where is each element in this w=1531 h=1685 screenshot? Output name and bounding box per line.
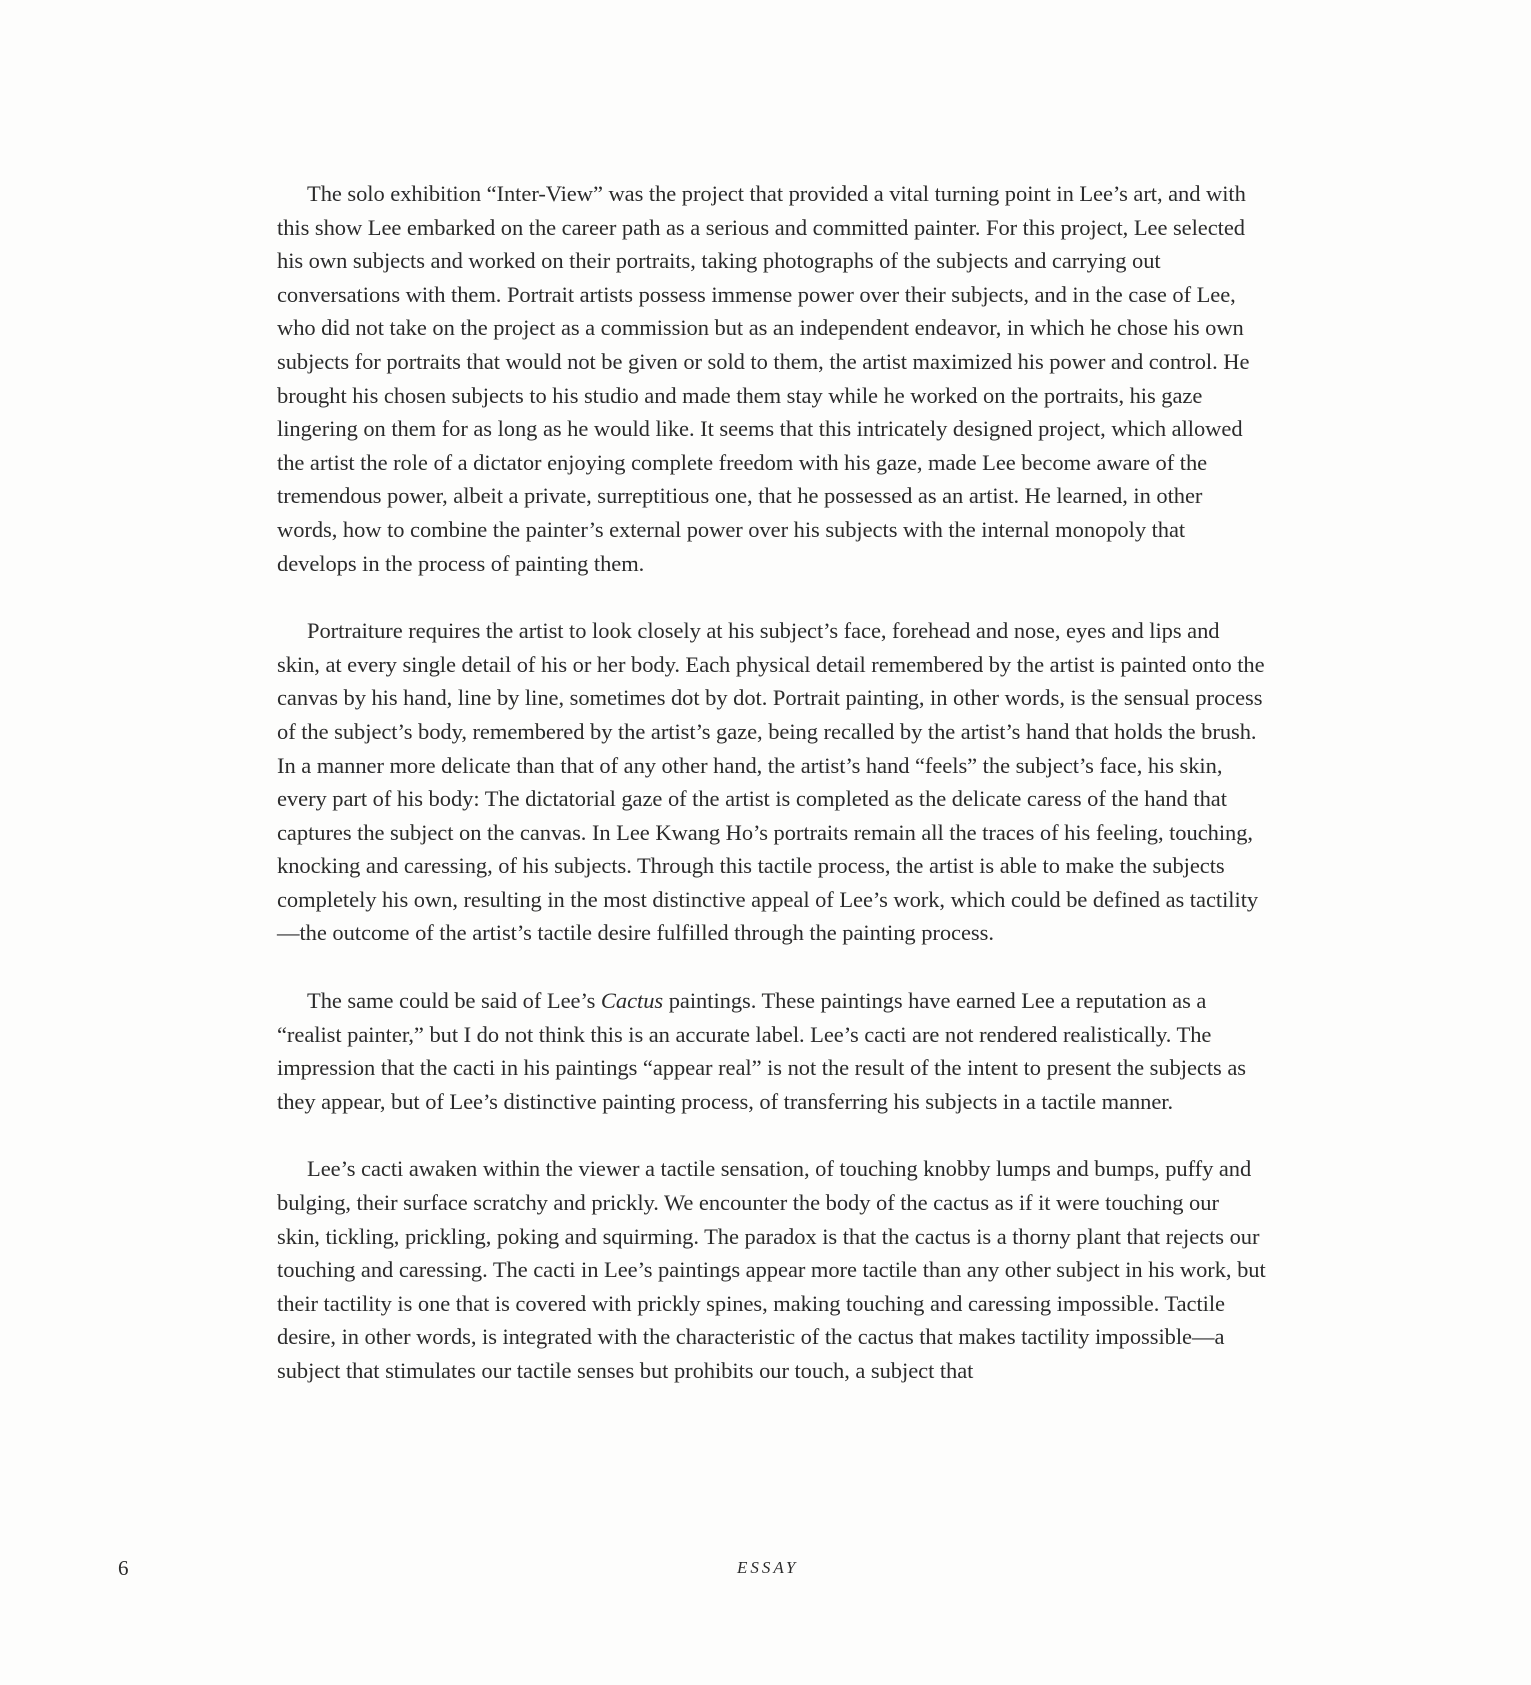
paragraph-text: paintings. These paintings have earned Lee a reputation as a “realist painter,” but I do not think this is an accurate label. Lee’s cacti are not rendered realistically. The impression that the cacti in his paintings “appear real” is not the result of the intent to present the subjects as they appear, but of Lee’s distinctive painting process, of transferring his subjects in a tactile manner.	[277, 988, 1246, 1114]
paragraph	[277, 177, 1267, 580]
essay-body	[277, 177, 1267, 1422]
paragraph-text: Lee’s cacti awaken within the viewer a tactile sensation, of touching knobby lumps and bumps, puffy and bulging, their surface scratchy and prickly. We encounter the body of the cactus as if it were touching our skin, tickling, prickling, poking and squirming. The paradox is that the cactus is a thorny plant that rejects our touching and caressing. The cacti in Lee’s paintings appear more tactile than any other subject in his work, but their tactility is one that is covered with prickly spines, making touching and caressing impossible. Tactile desire, in other words, is integrated with the characteristic of the cactus that makes tactility impossible—a subject that stimulates our tactile senses but prohibits our touch, a subject that	[277, 1156, 1266, 1383]
paragraph-text: The same could be said of Lee’s	[307, 988, 601, 1014]
paragraph	[277, 1152, 1267, 1387]
paragraph-text: Portraiture requires the artist to look closely at his subject’s face, forehead and nose, eyes and lips and skin, at every single detail of his or her body. Each physical detail remembered by the artist is painted onto the canvas by his hand, line by line, sometimes dot by dot. Portrait painting, in other words, is the sensual process of the subject’s body, remembered by the artist’s gaze, being recalled by the artist’s hand that holds the brush. In a manner more delicate than that of any other hand, the artist’s hand “feels” the subject’s face, his skin, every part of his body: The dictatorial gaze of the artist is completed as the delicate caress of the hand that captures the subject on the canvas. In Lee Kwang Ho’s portraits remain all the traces of his feeling, touching, knocking and caressing, of his subjects. Through this tactile process, the artist is able to make the subjects completely his own, resulting in the most distinctive appeal of Lee’s work, which could be defined as tactility—the outcome of the artist’s tactile desire fulfilled through the painting process.	[277, 618, 1265, 946]
paragraph-text: The solo exhibition “Inter-View” was the project that provided a vital turning point in Lee’s art, and with this show Lee embarked on the career path as a serious and committed painter. For this project, Lee selected his own subjects and worked on their portraits, taking photographs of the subjects and carrying out conversations with them. Portrait artists possess immense power over their subjects, and in the case of Lee, who did not take on the project as a commission but as an independent endeavor, in which he chose his own subjects for portraits that would not be given or sold to them, the artist maximized his power and control. He brought his chosen subjects to his studio and made them stay while he worked on the portraits, his gaze lingering on them for as long as he would like. It seems that this intricately designed project, which allowed the artist the role of a dictator enjoying complete freedom with his gaze, made Lee become aware of the tremendous power, albeit a private, surreptitious one, that he possessed as an artist. He learned, in other words, how to combine the painter’s external power over his subjects with the internal monopoly that develops in the process of painting them.	[277, 181, 1250, 576]
paragraph	[277, 984, 1267, 1118]
running-footer-title: ESSAY	[737, 1558, 799, 1577]
page-number: 6	[118, 1556, 129, 1580]
artwork-title-italic: Cactus	[600, 988, 664, 1014]
paragraph	[277, 614, 1267, 950]
